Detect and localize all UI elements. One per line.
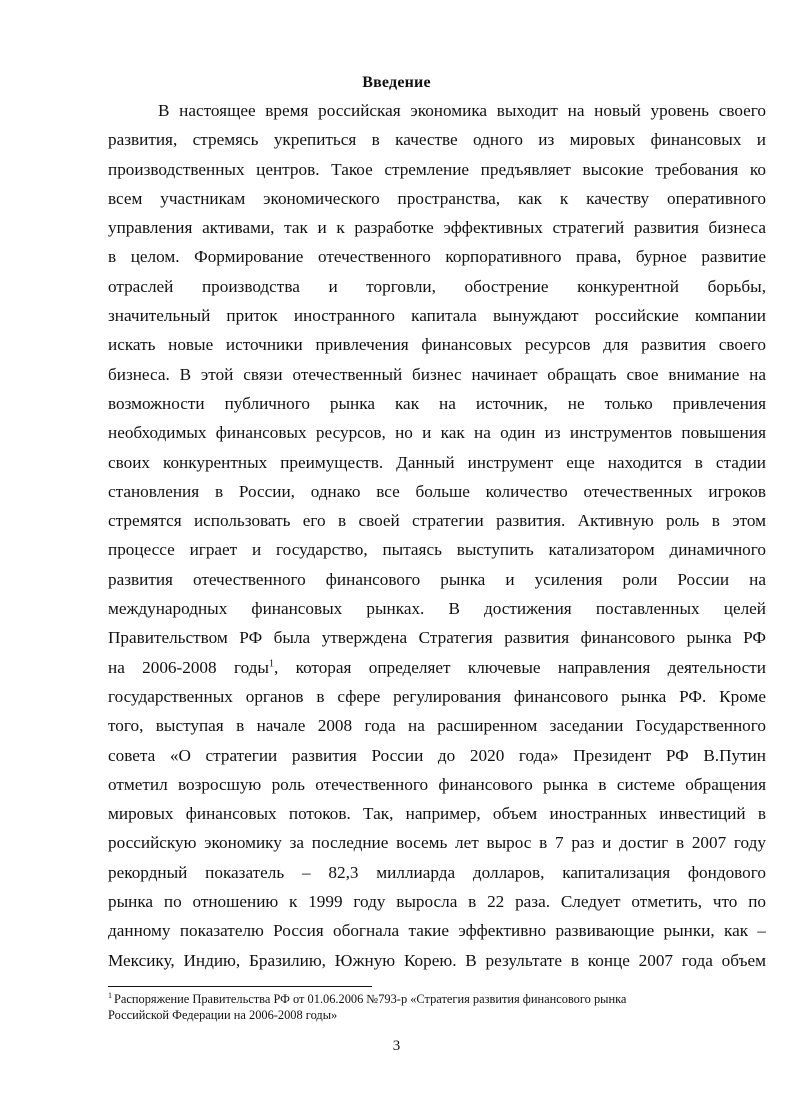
text-line: В настоящее время российская экономика выходит на новый уровень своего <box>158 101 766 120</box>
text-line: всем участникам экономического пространства, как к качеству оперативного <box>108 188 766 208</box>
text-line: в целом. Формирование отечественного корпоративного права, бурное развитие <box>108 247 766 267</box>
text-line: рекордный показатель – 82,3 миллиарда долларов, капитализация фондового <box>108 862 766 882</box>
text-line: значительный приток иностранного капитала вынуждают российские компании <box>108 306 766 326</box>
text-line: бизнеса. В этой связи отечественный бизнес начинает обращать свое внимание на <box>108 364 766 384</box>
text-line: производственных центров. Такое стремление предъявляет высокие требования ко <box>108 159 766 179</box>
text-line: рынка по отношению к 1999 году выросла в 22 раза. Следует отметить, что по <box>108 892 766 912</box>
text-fragment: , которая определяет ключевые направления деятельности <box>273 657 767 677</box>
footnote-text: Распоряжение Правительства РФ от 01.06.2006 №793-р «Стратегия развития финансового рынка <box>114 992 627 1006</box>
text-fragment: на 2006-2008 годы <box>108 657 269 677</box>
section-title: Введение <box>362 74 431 91</box>
page-number: 3 <box>392 1038 401 1054</box>
text-line: стремятся использовать его в своей стратегии развития. Активную роль в этом <box>108 511 766 531</box>
text-line: отраслей производства и торговли, обострение конкурентной борьбы, <box>108 276 766 296</box>
text-line: развития отечественного финансового рынка и усиления роли России на <box>108 569 766 589</box>
text-line: развития, стремясь укрепиться в качестве одного из мировых финансовых и <box>108 130 766 150</box>
text-line: отметил возросшую роль отечественного финансового рынка в системе обращения <box>108 774 766 794</box>
text-line: своих конкурентных преимуществ. Данный инструмент еще находится в стадии <box>108 452 766 472</box>
text-line: искать новые источники привлечения финансовых ресурсов для развития своего <box>108 335 766 355</box>
footnote-line: Российской Федерации на 2006-2008 годы» <box>108 1008 338 1022</box>
text-line: становления в России, однако все больше количество отечественных игроков <box>108 481 766 501</box>
text-line: управления активами, так и к разработке эффективных стратегий развития бизнеса <box>108 218 766 238</box>
text-line: международных финансовых рынках. В достижения поставленных целей <box>108 599 766 619</box>
footnote-line <box>108 991 758 1007</box>
text-line: государственных органов в сфере регулирования финансового рынка РФ. Кроме <box>108 686 766 706</box>
text-line: Правительством РФ была утверждена Стратегия развития финансового рынка РФ <box>108 628 766 648</box>
footnote-divider <box>108 986 372 987</box>
text-line-with-footnote <box>108 653 766 682</box>
text-line: Мексику, Индию, Бразилию, Южную Корею. В результате в конце 2007 года объем <box>108 950 766 970</box>
text-line: мировых финансовых потоков. Так, например, объем иностранных инвестиций в <box>108 804 766 824</box>
footnote-marker[interactable]: 1 <box>268 657 274 669</box>
text-line: российскую экономику за последние восемь лет вырос в 7 раз и достиг в 2007 году <box>108 833 766 853</box>
text-line: возможности публичного рынка как на источник, не только привлечения <box>108 393 766 413</box>
body-paragraph <box>108 96 766 975</box>
text-line: необходимых финансовых ресурсов, но и как на один из инструментов повышения <box>108 423 766 443</box>
text-line: данному показателю Россия обогнала такие эффективно развивающие рынки, как – <box>108 921 766 941</box>
text-line: того, выступая в начале 2008 года на расширенном заседании Государственного <box>108 716 766 736</box>
text-line: процессе играет и государство, пытаясь выступить катализатором динамичного <box>108 540 766 560</box>
text-line: совета «О стратегии развития России до 2020 года» Президент РФ В.Путин <box>108 745 766 765</box>
footnote-number: 1 <box>108 990 112 1000</box>
footnote <box>108 991 758 1023</box>
